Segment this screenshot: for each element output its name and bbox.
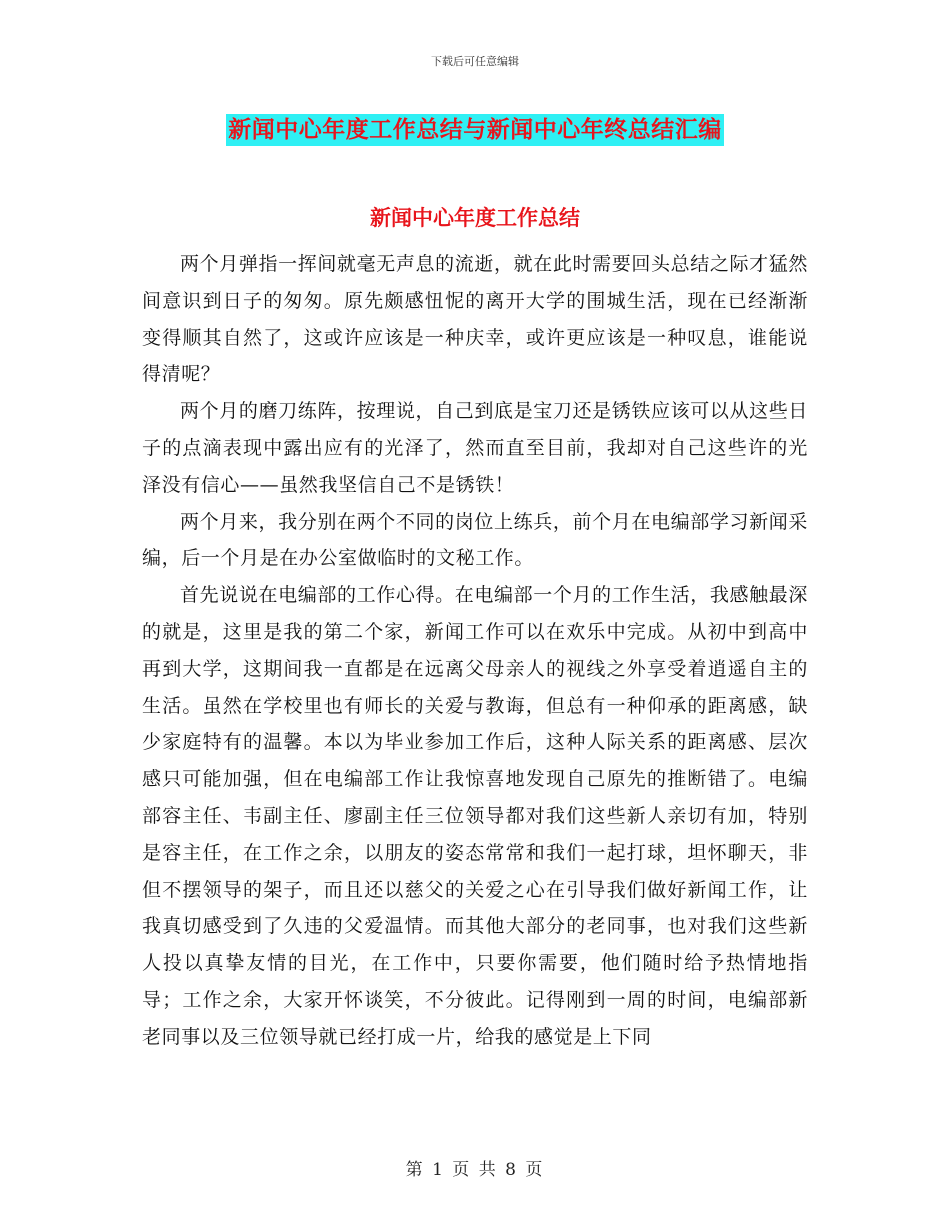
- header-note: 下载后可任意编辑: [431, 55, 519, 68]
- paragraph: 两个月弹指一挥间就毫无声息的流逝，就在此时需要回头总结之际才猛然间意识到日子的匆匆。原先颇感忸怩的离开大学的围城生活，现在已经渐渐变得顺其自然了，这或许应该是一种庆幸，或许更应该是一种叹息，谁能说得清呢？: [142, 253, 808, 386]
- section-title: 新闻中心年度工作总结: [370, 205, 580, 230]
- document-title-container: [0, 114, 950, 146]
- paragraph: 两个月的磨刀练阵，按理说，自己到底是宝刀还是锈铁应该可以从这些日子的点滴表现中露出应有的光泽了，然而直至目前，我却对自己这些许的光泽没有信心——虽然我坚信自己不是锈铁！: [142, 400, 808, 496]
- body-text: [142, 246, 808, 1056]
- page-footer: 第 1 页 共 8 页: [405, 1160, 545, 1180]
- paragraph: 首先说说在电编部的工作心得。在电编部一个月的工作生活，我感触最深的就是，这里是我的第二个家，新闻工作可以在欢乐中完成。从初中到高中再到大学，这期间我一直都是在远离父母亲人的视线之外享受着逍遥自主的生活。虽然在学校里也有师长的关爱与教诲，但总有一种仰承的距离感，缺少家庭特有的温馨。本以为毕业参加工作后，这种人际关系的距离感、层次感只可能加强，但在电编部工作让我惊喜地发现自己原先的推断错了。电编部容主任、韦副主任、廖副主任三位领导都对我们这些新人亲切有加，特别是容主任，在工作之余，以朋友的姿态常常和我们一起打球，坦怀聊天，非但不摆领导的架子，而且还以慈父的关爱之心在引导我们做好新闻工作，让我真切感受到了久违的父爱温情。而其他大部分的老同事，也对我们这些新人投以真挚友情的目光，在工作中，只要你需要，他们随时给予热情地指导；工作之余，大家开怀谈笑，不分彼此。记得刚到一周的时间，电编部新老同事以及三位领导就已经打成一片，给我的感觉是上下同: [142, 584, 808, 1048]
- paragraph: 两个月来，我分别在两个不同的岗位上练兵，前个月在电编部学习新闻采编，后一个月是在办公室做临时的文秘工作。: [142, 510, 808, 570]
- document-title: 新闻中心年度工作总结与新闻中心年终总结汇编: [226, 114, 724, 146]
